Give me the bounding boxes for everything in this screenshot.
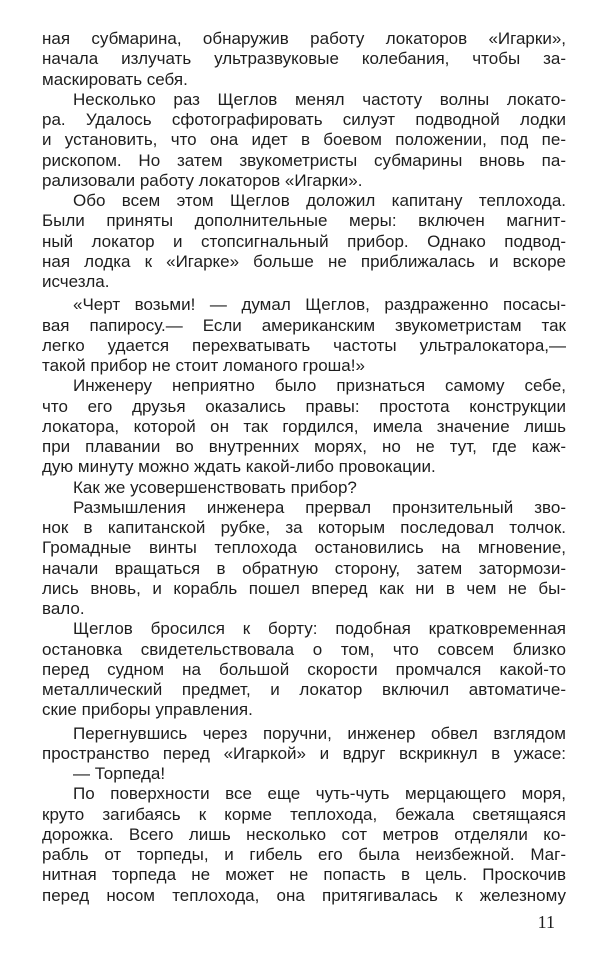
text-line: маскировать себя. (42, 69, 188, 89)
text-line: начала излучать ультразвуковые колебания, чтобы за- (42, 49, 566, 69)
text-line: дую минуту можно ждать какой-либо провокации. (42, 457, 436, 477)
text-line: Обо всем этом Щеглов доложил капитану теплохода. (73, 191, 566, 210)
text-line: Были приняты дополнительные меры: включен магнит- (42, 211, 566, 231)
text-line: исчезла. (42, 272, 110, 291)
text-line: «Черт возьми! — думал Щеглов, раздраженно посасы- (73, 295, 566, 315)
text-line: остановка свидетельствовала о том, что совсем близко (42, 639, 566, 659)
text-line: вая папиросу.— Если американским звукометристам так (42, 315, 566, 335)
text-line: нитная торпеда не может не попасть в цель. Проскочив (42, 865, 566, 885)
text-line: ские приборы управления. (42, 700, 253, 720)
text-line: ра. Удалось сфотографировать силуэт подводной лодки (42, 110, 566, 129)
page-number: 11 (537, 912, 555, 932)
text-line: — Торпеда! (73, 764, 166, 783)
text-line: такой прибор не стоит ломаного гроша!» (42, 356, 365, 375)
text-line: Громадные винты теплохода остановились на мгновение, (42, 538, 566, 558)
text-line: что его друзья оказались правы: простота конструкции (42, 396, 566, 416)
text-line: лись вновь, и корабль пошел вперед как ни в чем не бы- (42, 578, 566, 598)
text-line: Как же усовершенствовать прибор? (73, 477, 357, 497)
text-line: дорожка. Всего лишь несколько сот метров отделяли ко- (42, 824, 566, 844)
text-line: нок в капитанской рубке, за которым последовал толчок. (42, 518, 566, 537)
text-line: локатора, которой он так гордился, имела значение лишь (42, 416, 566, 436)
text-line: начали вращаться в обратную сторону, затем затормози- (42, 558, 566, 578)
text-line: Инженеру неприятно было признаться самому себе, (73, 376, 566, 396)
text-line: Размышления инженера прервал пронзительный зво- (73, 497, 566, 517)
page-text (42, 29, 566, 906)
text-line: ная субмарина, обнаружив работу локаторов «Игарки», (42, 29, 566, 48)
text-line: рабль от торпеды, и гибель его была неизбежной. Маг- (42, 845, 566, 864)
text-line: рализовали работу локаторов «Игарки». (42, 170, 363, 190)
text-line: и установить, что она идет в боевом положении, под пе- (42, 130, 566, 150)
text-line: перед носом теплохода, она притягивалась к железному (42, 885, 566, 905)
text-line: пространство перед «Игаркой» и вдруг вскрикнул в ужасе: (42, 743, 566, 763)
text-line: Щеглов бросился к борту: подобная кратковременная (73, 619, 566, 639)
text-line: круто загибаясь к корме теплохода, бежала светящаяся (42, 804, 566, 824)
text-line: перед судном на большой скорости промчался какой-то (42, 659, 566, 679)
text-line: Несколько раз Щеглов менял частоту волны локато- (73, 89, 566, 109)
text-line: при плавании во внутренних морях, но не тут, где каж- (42, 437, 566, 456)
text-line: ная лодка к «Игарке» больше не приближалась и вскоре (42, 251, 566, 271)
text-line: легко удается перехватывать частоты ультралокатора,— (42, 335, 566, 355)
text-line: По поверхности все еще чуть-чуть мерцающего моря, (73, 784, 566, 804)
text-line: металлический предмет, и локатор включил автоматиче- (42, 680, 566, 699)
text-line: рископом. Но затем звукометристы субмарины вновь па- (42, 150, 566, 170)
text-line: ный локатор и стопсигнальный прибор. Однако подвод- (42, 231, 566, 251)
text-line: вало. (42, 599, 85, 618)
text-line: Перегнувшись через поручни, инженер обвел взглядом (73, 723, 566, 743)
